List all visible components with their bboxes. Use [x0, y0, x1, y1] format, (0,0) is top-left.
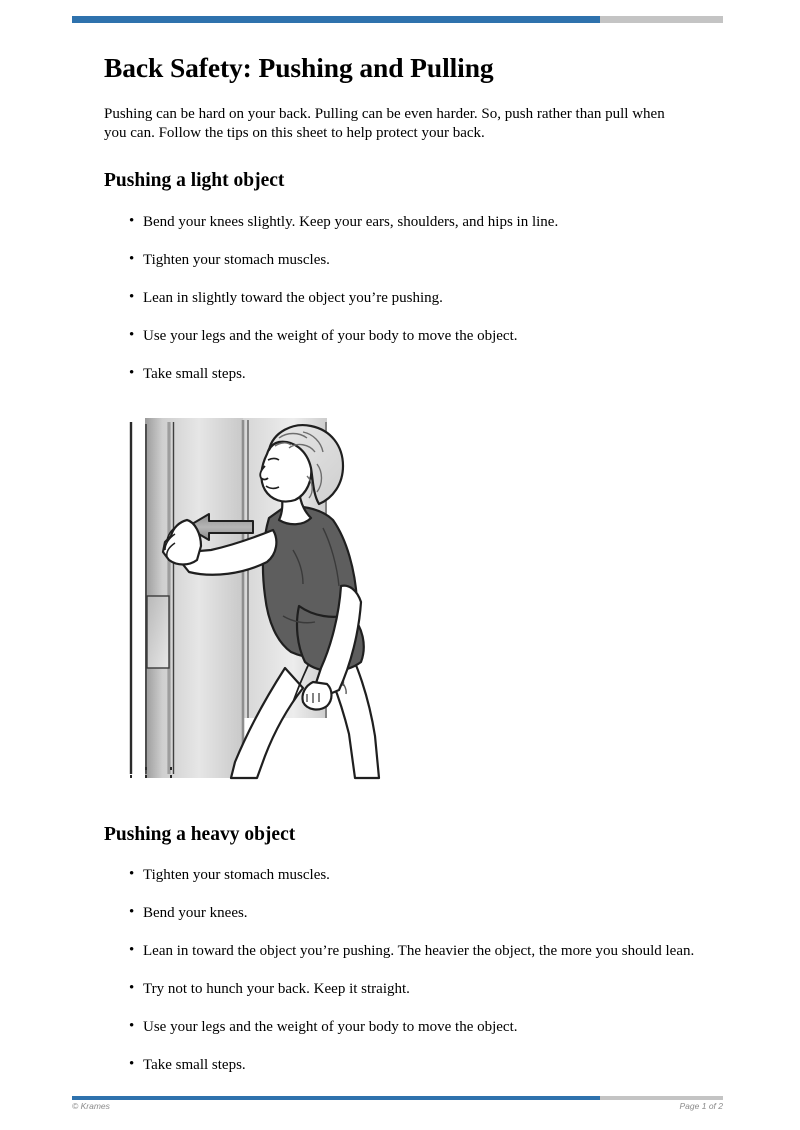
tips-list-light-object	[104, 213, 704, 384]
list-item: • Bend your knees.	[104, 904, 704, 923]
section-heading-pushing-heavy-object: Pushing a heavy object	[104, 823, 296, 845]
list-item: • Tighten your stomach muscles.	[104, 866, 704, 885]
list-item: • Use your legs and the weight of your body to move the object.	[104, 327, 704, 346]
page-title: Back Safety: Pushing and Pulling	[104, 52, 494, 83]
footer-divider-blue-segment	[72, 1096, 600, 1100]
list-item: • Take small steps.	[104, 365, 704, 384]
list-item: • Lean in slightly toward the object you’re pushing.	[104, 289, 704, 308]
list-item: • Bend your knees slightly. Keep your ears, shoulders, and hips in line.	[104, 213, 704, 232]
footer-divider-gray-segment	[600, 1096, 723, 1100]
intro-paragraph: Pushing can be hard on your back. Pulling can be even harder. So, push rather than pull when you can. Follow the tips on this sheet to help protect your back.	[104, 106, 665, 142]
header-divider-gray-segment	[600, 16, 723, 23]
footer-page-number: Page 1 of 2	[679, 1101, 723, 1111]
footer-divider	[72, 1096, 723, 1100]
header-divider	[72, 16, 723, 23]
cart-label-plate	[147, 596, 169, 668]
section-heading-pushing-light-object: Pushing a light object	[104, 170, 285, 192]
list-item: • Try not to hunch your back. Keep it straight.	[104, 980, 704, 999]
list-item: • Lean in toward the object you’re pushing. The heavier the object, the more you should lean.	[104, 942, 704, 961]
illustration-woman-pushing-cart	[117, 410, 397, 785]
list-item: • Use your legs and the weight of your body to move the object.	[104, 1018, 704, 1037]
tips-list-heavy-object	[104, 866, 704, 1075]
document-content	[104, 52, 704, 1076]
list-item: • Tighten your stomach muscles.	[104, 251, 704, 270]
illustration-svg	[117, 410, 397, 785]
footer-copyright: © Krames	[72, 1101, 110, 1111]
footer	[72, 1101, 723, 1111]
header-divider-blue-segment	[72, 16, 600, 23]
list-item: • Take small steps.	[104, 1056, 704, 1075]
